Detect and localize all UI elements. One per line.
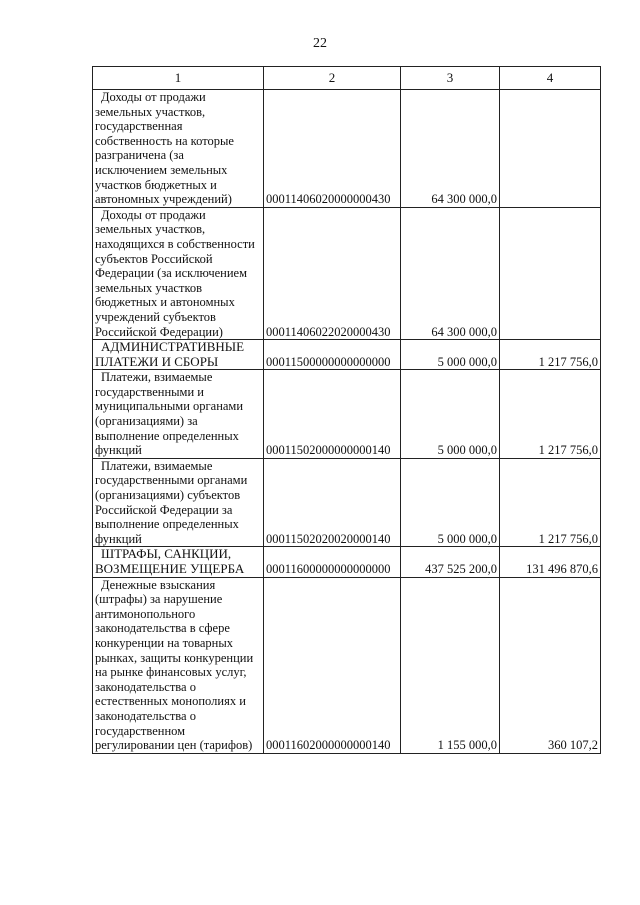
row-col4-cell xyxy=(500,90,601,208)
row-name-line: исключением земельных xyxy=(95,162,228,177)
row-name-cell xyxy=(93,90,264,208)
row-name-line: собственность на которые xyxy=(95,133,234,148)
row-name-line: Российской Федерации) xyxy=(95,324,223,339)
row-name-line: ВОЗМЕЩЕНИЕ УЩЕРБА xyxy=(95,561,245,576)
row-code-cell: 00011502020020000140 xyxy=(264,458,401,547)
row-name-line: находящихся в собственности xyxy=(95,236,255,251)
row-name-line: ПЛАТЕЖИ И СБОРЫ xyxy=(95,353,219,369)
row-name-line: выполнение определенных xyxy=(95,517,239,532)
row-name-line: разграничена (за xyxy=(95,148,184,163)
row-name-line: субъектов Российской xyxy=(95,251,213,266)
row-col4-cell: 1 217 756,0 xyxy=(500,340,601,370)
table-row xyxy=(93,370,601,459)
row-name-line: Российской Федерации за xyxy=(95,502,233,517)
row-name-line: земельных участков, xyxy=(95,222,206,237)
table-row xyxy=(93,458,601,547)
row-name-cell xyxy=(93,458,264,547)
row-name-line: государственными и xyxy=(95,384,204,399)
row-name-line: Доходы от продажи xyxy=(101,207,206,222)
row-name-line: конкуренции на товарных xyxy=(95,635,233,650)
row-name-line: функций xyxy=(95,443,142,458)
row-name-line: выполнение определенных xyxy=(95,428,239,443)
table-row xyxy=(93,577,601,753)
row-col3-cell: 64 300 000,0 xyxy=(401,90,500,208)
table-row xyxy=(93,90,601,208)
row-name-line: законодательства о xyxy=(95,679,196,694)
row-name-line: земельных участков xyxy=(95,280,203,295)
row-col4-cell: 360 107,2 xyxy=(500,577,601,753)
row-code-cell: 00011406022020000430 xyxy=(264,207,401,339)
row-name-line: естественных монополиях и xyxy=(95,694,246,709)
row-name-line: государственном xyxy=(95,723,186,738)
row-name-line: ШТРАФЫ, САНКЦИИ, xyxy=(101,546,232,562)
page-number: 22 xyxy=(313,36,327,51)
row-name-line: регулировании цен (тарифов) xyxy=(95,738,253,753)
row-name-line: автономных учреждений) xyxy=(95,192,232,207)
row-name-line: государственная xyxy=(95,119,183,134)
row-name-cell xyxy=(93,577,264,753)
column-header-2: 2 xyxy=(264,67,401,90)
row-col4-cell: 1 217 756,0 xyxy=(500,458,601,547)
row-code-cell: 00011500000000000000 xyxy=(264,340,401,370)
row-name-line: АДМИНИСТРАТИВНЫЕ xyxy=(101,339,245,355)
row-name-line: рынках, защиты конкуренции xyxy=(95,650,254,665)
row-name-cell xyxy=(93,340,264,370)
row-col3-cell: 64 300 000,0 xyxy=(401,207,500,339)
column-header-1: 1 xyxy=(93,67,264,90)
table-header-row xyxy=(93,67,601,90)
row-col3-cell: 1 155 000,0 xyxy=(401,577,500,753)
row-name-line: муниципальными органами xyxy=(95,399,244,414)
column-header-3: 3 xyxy=(401,67,500,90)
row-name-cell xyxy=(93,370,264,459)
table-row xyxy=(93,207,601,339)
table-row xyxy=(93,340,601,370)
row-col3-cell: 5 000 000,0 xyxy=(401,340,500,370)
row-name-line: учреждений субъектов xyxy=(95,309,216,324)
row-code-cell: 00011406020000000430 xyxy=(264,90,401,208)
row-name-line: законодательства о xyxy=(95,708,196,723)
row-name-line: Платежи, взимаемые xyxy=(101,370,213,385)
row-name-line: участков бюджетных и xyxy=(95,177,217,192)
row-name-cell xyxy=(93,547,264,577)
row-name-line: законодательства в сфере xyxy=(95,621,230,636)
row-name-line: бюджетных и автономных xyxy=(95,295,235,310)
row-code-cell: 00011502000000000140 xyxy=(264,370,401,459)
revenue-table xyxy=(92,66,601,754)
row-col4-cell: 1 217 756,0 xyxy=(500,370,601,459)
row-name-line: функций xyxy=(95,531,142,546)
row-name-line: Федерации (за исключением xyxy=(95,266,248,281)
row-name-line: (организациями) за xyxy=(95,414,198,429)
row-name-cell xyxy=(93,207,264,339)
row-name-line: земельных участков, xyxy=(95,104,206,119)
row-name-line: антимонопольного xyxy=(95,606,196,621)
table-row xyxy=(93,547,601,577)
row-name-line: государственными органами xyxy=(95,473,248,488)
row-name-line: Денежные взыскания xyxy=(101,577,216,592)
row-name-line: на рынке финансовых услуг, xyxy=(95,665,247,680)
row-name-line: Доходы от продажи xyxy=(101,90,206,104)
row-name-line: Платежи, взимаемые xyxy=(101,458,213,473)
column-header-4: 4 xyxy=(500,67,601,90)
row-name-line: (штрафы) за нарушение xyxy=(95,592,223,607)
row-col3-cell: 437 525 200,0 xyxy=(401,547,500,577)
row-col4-cell xyxy=(500,207,601,339)
row-col3-cell: 5 000 000,0 xyxy=(401,458,500,547)
row-col3-cell: 5 000 000,0 xyxy=(401,370,500,459)
row-code-cell: 00011602000000000140 xyxy=(264,577,401,753)
row-col4-cell: 131 496 870,6 xyxy=(500,547,601,577)
row-name-line: (организациями) субъектов xyxy=(95,488,241,503)
row-code-cell: 00011600000000000000 xyxy=(264,547,401,577)
